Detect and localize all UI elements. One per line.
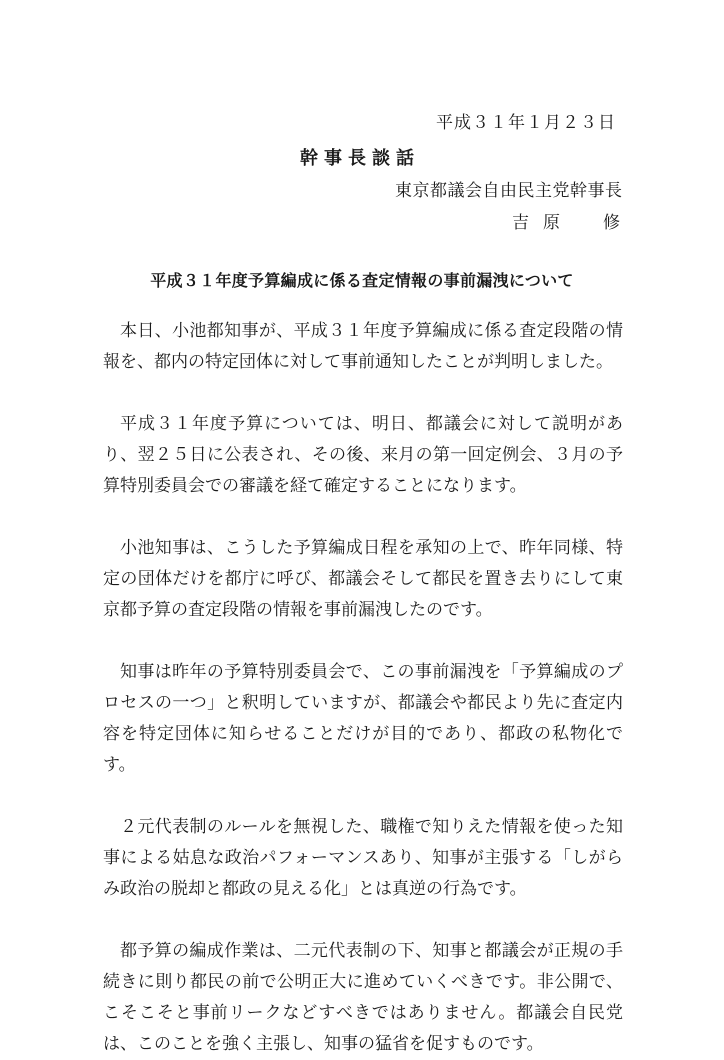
author-name xyxy=(512,208,620,233)
body-paragraph: 知事は昨年の予算特別委員会で、この事前漏洩を「予算編成のプロセスの一つ」と釈明していますが、都議会や都民より先に査定内容を特定団体に知らせることだけが目的であり、都政の私物化です。 xyxy=(103,662,623,775)
author-surname: 吉原 xyxy=(512,213,574,233)
author-given-name: 修 xyxy=(603,213,620,233)
body-paragraph: 都予算の編成作業は、二元代表制の下、知事と都議会が正規の手続きに則り都民の前で公明正大に進めていくべきです。非公開で、こそこそと事前リークなどすべきではありません。都議会自民党は、このことを強く主張し、知事の猛省を促すものです。 xyxy=(103,941,623,1054)
document-body xyxy=(103,316,623,1060)
document-heading: 幹事長談話 xyxy=(300,148,420,169)
body-paragraph: 平成３１年度予算については、明日、都議会に対して説明があり、翌２５日に公表され、その後、来月の第一回定例会、３月の予算特別委員会での審議を経て確定することになります。 xyxy=(103,414,623,496)
document-date: 平成３１年１月２３日 xyxy=(436,113,616,133)
body-paragraph: 小池知事は、こうした予算編成日程を承知の上で、昨年同様、特定の団体だけを都庁に呼び、都議会そして都民を置き去りにして東京都予算の査定段階の情報を事前漏洩したのです。 xyxy=(103,538,623,620)
body-paragraph: 本日、小池都知事が、平成３１年度予算編成に係る査定段階の情報を、都内の特定団体に対して事前通知したことが判明しました。 xyxy=(103,321,623,372)
body-paragraph: ２元代表制のルールを無視した、職権で知りえた情報を使った知事による姑息な政治パフォーマンスあり、知事が主張する「しがらみ政治の脱却と都政の見える化」とは真逆の行為です。 xyxy=(103,817,623,899)
author-affiliation: 東京都議会自由民主党幹事長 xyxy=(395,181,623,201)
document-subject: 平成３１年度予算編成に係る査定情報の事前漏洩について xyxy=(150,271,574,290)
